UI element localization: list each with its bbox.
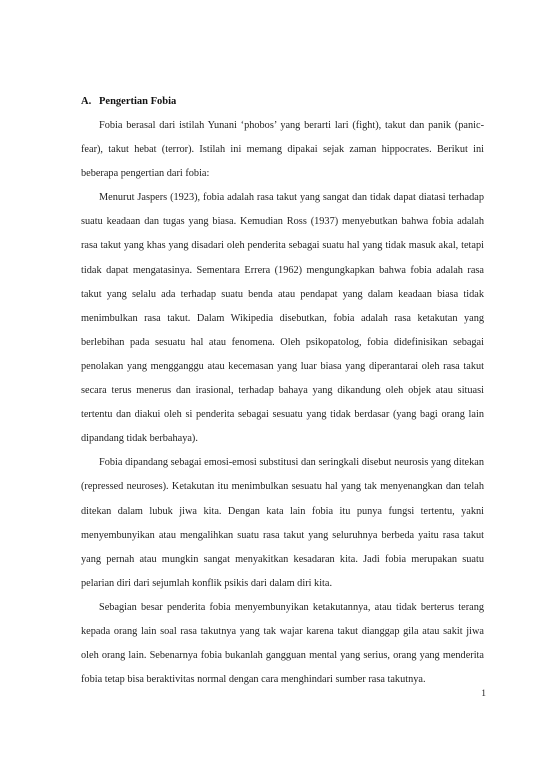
paragraph-hiding-fear: Sebagian besar penderita fobia menyembunyikan ketakutannya, atau tidak berterus terang kepada orang lain soal rasa takutnya yang tak wajar karena takut dianggap gila atau sakit jiwa oleh orang lain. Sebenarnya fobia bukanlah gangguan mental yang serius, orang yang menderita fobia tetap bisa beraktivitas normal dengan cara menghindari sumber rasa takutnya. [81,601,484,686]
paragraph-repressed-neuroses: Fobia dipandang sebagai emosi-emosi substitusi dan seringkali disebut neurosis yang ditekan (repressed neuroses). Ketakutan itu menimbulkan sesuatu hal yang tak menyenangkan dan telah ditekan dalam lubuk jiwa kita. Dengan kata lain fobia itu punya fungsi tertentu, yakni menyembunyikan atau mengalihkan suatu rasa takut yang seluruhnya berbeda yaitu rasa takut yang pernah atau mungkin sangat menyakitkan kesadaran kita. Jadi fobia merupakan suatu pelarian diri dari sejumlah konflik psikis dari dalam diri kita. [81,457,484,589]
page-body [81,94,484,692]
paragraph-expert-opinions: Menurut Jaspers (1923), fobia adalah rasa takut yang sangat dan tidak dapat diatasi terhadap suatu keadaan dan tugas yang biasa. Kemudian Ross (1937) menyebutkan bahwa fobia adalah rasa takut yang khas yang disadari oleh penderita sebagai suatu hal yang tidak masuk akal, tetapi tidak dapat mengatasinya. Sementara Errera (1962) mengungkapkan bahwa fobia adalah rasa takut yang selalu ada terhadap suatu benda atau pendapat yang dalam keadaan biasa tidak menimbulkan rasa takut. Dalam Wikipedia disebutkan, fobia adalah rasa ketakutan yang berlebihan pada sesuatu hal atau fenomena. Oleh psikopatolog, fobia didefinisikan sebagai penolakan yang mengganggu atau kecemasan yang luar biasa yang diperantarai oleh rasa takut secara terus menerus dan irasional, terhadap bahaya yang dikandung oleh objek atau situasi tertentu dan diakui oleh si penderita sebagai sesuatu yang tidak berdasar (yang bagi orang lain dipandang tidak berbahaya). [81,192,484,445]
section-title: Pengertian Fobia [99,96,177,107]
section-heading [81,94,484,110]
page-number: 1 [481,689,486,699]
section-letter: A. [81,96,92,107]
paragraph-definition: Fobia berasal dari istilah Yunani ‘phobos’ yang berarti lari (fight), takut dan panik (panic-fear), takut hebat (terror). Istilah ini memang dipakai sejak zaman hippocrates. Berikut ini beberapa pengertian dari fobia: [81,120,484,180]
